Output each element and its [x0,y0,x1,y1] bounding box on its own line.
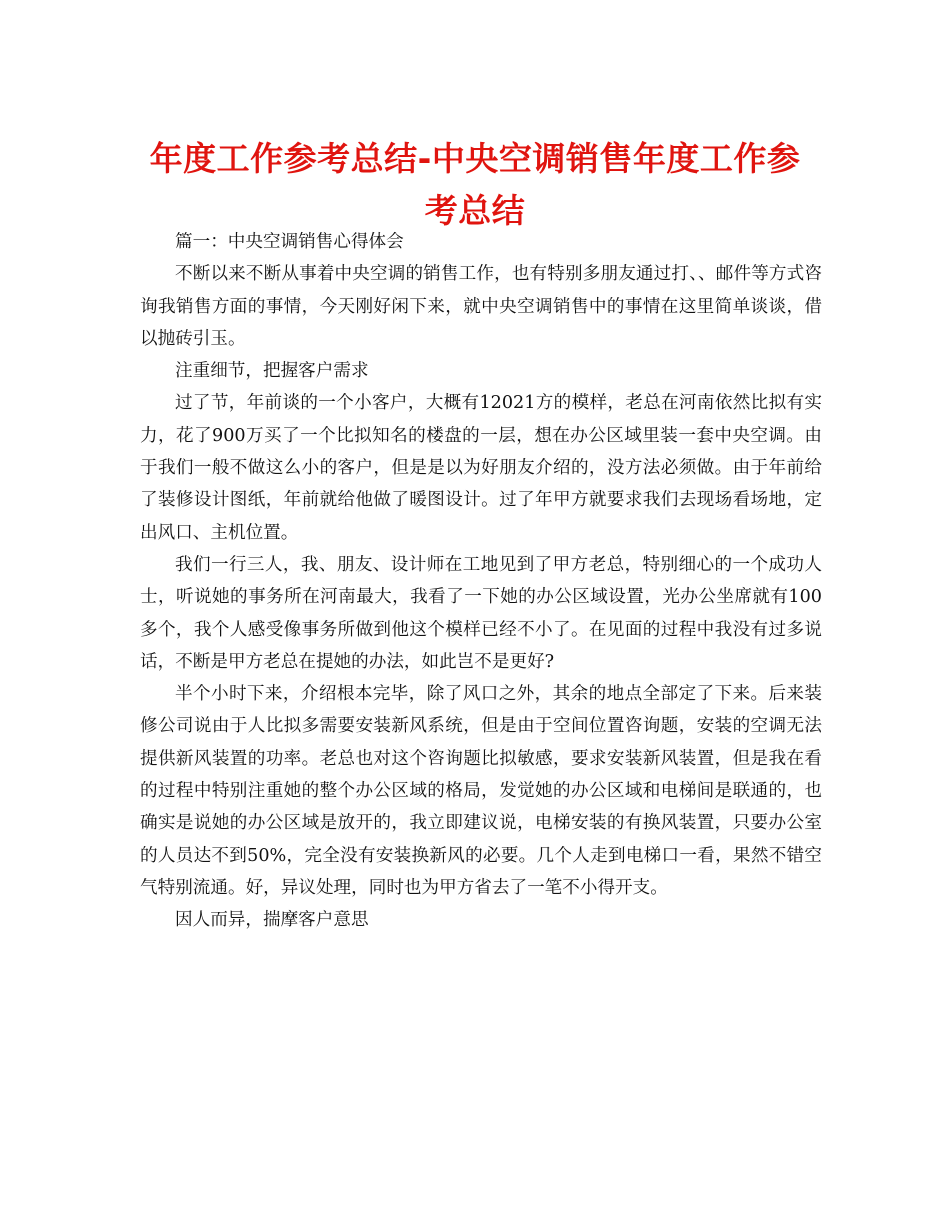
subsection-heading: 注重细节，把握客户需求 [175,361,369,382]
document-title: 年度工作参考总结-中央空调销售年度工作参考总结 [149,139,801,230]
paragraph: 半个小时下来，介绍根本完毕，除了风口之外，其余的地点全部定了下来。后来装修公司说由于人比拟多需要安装新风系统，但是由于空间位置咨询题，安装的空调无法提供新风装置的功率。老总也对这个咨询题比拟敏感，要求安装新风装置，但是我在看的过程中特别注重她的整个办公区域的格局，发觉她的办公区域和电梯间是联通的，也确实是说她的办公区域是放开的，我立即建议说，电梯安装的有换风装置，只要办公室的人员达不到50%，完全没有安装换新风的必要。几个人走到电梯口一看，果然不错空气特别流通。好，异议处理，同时也为甲方省去了一笔不小得开支。 [140,684,822,898]
document-body [140,226,822,937]
paragraph: 我们一行三人，我、朋友、设计师在工地见到了甲方老总，特别细心的一个成功人士，听说她的事务所在河南最大，我看了一下她的办公区域设置，光办公坐席就有100多个，我个人感受像事务所做到他这个模样已经不小了。在见面的过程中我没有过多说话，不断是甲方老总在提她的办法，如此岂不是更好? [140,554,822,672]
subsection-heading: 因人而异，揣摩客户意思 [175,910,369,931]
paragraph: 不断以来不断从事着中央空调的销售工作，也有特别多朋友通过打、、邮件等方式咨询我销售方面的事情，今天刚好闲下来，就中央空调销售中的事情在这里简单谈谈，借以抛砖引玉。 [140,264,822,349]
section-heading: 篇一：中央空调销售心得体会 [175,232,404,252]
paragraph: 过了节，年前谈的一个小客户，大概有12021方的模样，老总在河南依然比拟有实力，花了900万买了一个比拟知名的楼盘的一层，想在办公区域里装一套中央空调。由于我们一般不做这么小的客户，但是是以为好朋友介绍的，没方法必须做。由于年前给了装修设计图纸，年前就给他做了暖图设计。过了年甲方就要求我们去现场看场地，定出风口、主机位置。 [140,393,822,543]
